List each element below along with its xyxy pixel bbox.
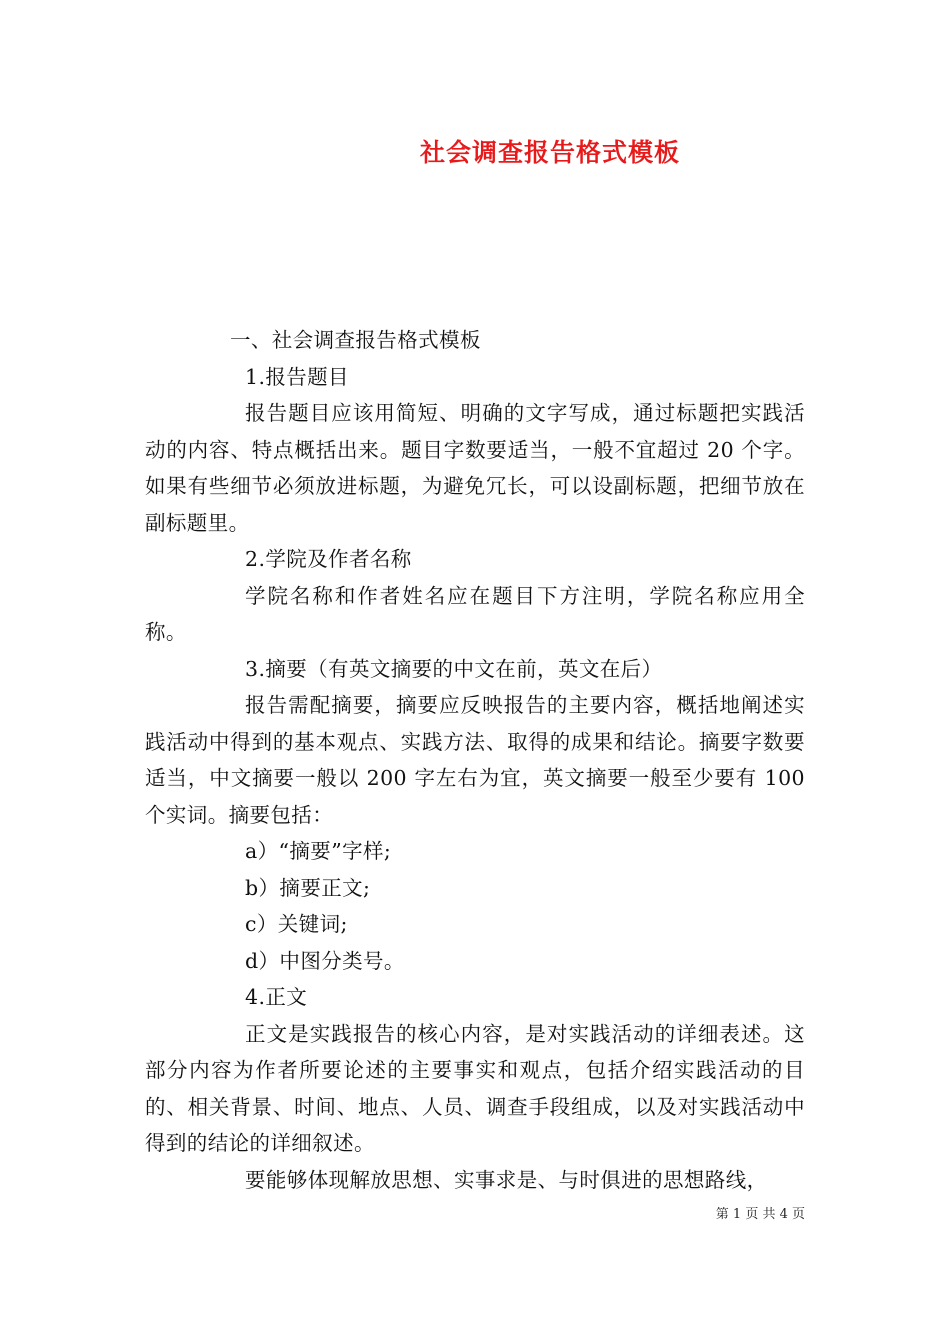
document-title: 社会调查报告格式模板 [419,138,680,167]
subheading-college-author: 2.学院及作者名称 [245,547,412,571]
subheading-abstract: 3.摘要（有英文摘要的中文在前，英文在后） [245,656,663,681]
list-item: c）关键词; [245,912,348,936]
paragraph: 报告需配摘要，摘要应反映报告的主要内容，概括地阐述实践活动中得到的基本观点、实践方法、取得的成果和结论。摘要字数要适当，中文摘要一般以 200 字左右为宜，英文摘要一般至少要有 100 个实词。摘要包括： [145,693,805,827]
list-item: a）“摘要”字样; [245,839,392,863]
page-number-footer: 第 1 页 共 4 页 [715,1207,805,1222]
list-item: b）摘要正文; [245,875,371,900]
paragraph: 正文是实践报告的核心内容，是对实践活动的详细表述。这部分内容为作者所要论述的主要事实和观点，包括介绍实践活动的目的、相关背景、时间、地点、人员、调查手段组成，以及对实践活动中得到的结论的详细叙述。 [145,1021,805,1155]
subheading-body: 4.正文 [245,985,308,1009]
list-item: d）中图分类号。 [245,948,405,973]
section-heading: 一、社会调查报告格式模板 [230,328,481,352]
subheading-report-title: 1.报告题目 [245,364,349,389]
paragraph: 报告题目应该用简短、明确的文字写成，通过标题把实践活动的内容、特点概括出来。题目字数要适当，一般不宜超过 20 个字。如果有些细节必须放进标题，为避免冗长，可以设副标题，把细节放在副标题里。 [145,401,805,535]
paragraph: 学院名称和作者姓名应在题目下方注明，学院名称应用全称。 [145,583,805,644]
paragraph: 要能够体现解放思想、实事求是、与时俱进的思想路线， [245,1167,768,1192]
document-body [145,322,805,1198]
